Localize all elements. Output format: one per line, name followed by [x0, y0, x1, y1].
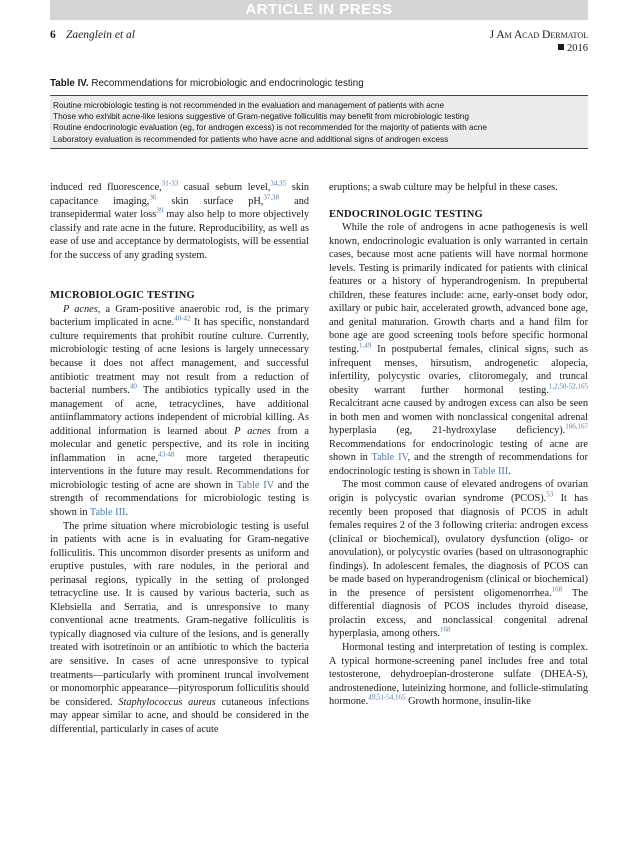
table-label: Table IV.: [50, 78, 89, 89]
page-number: 6: [50, 29, 56, 41]
text-run: In postpubertal females, clinical signs, such as infrequent menses, hirsutism, androgenetic alopecia, infertility, polycystic ovaries, clitoromegaly, and truncal obesity warrant further hormonal testing.: [329, 343, 588, 396]
table-row: Routine microbiologic testing is not recommended in the evaluation and management of patients with acne: [53, 100, 445, 110]
right-column: [329, 181, 588, 709]
text-run: The antibiotics typically used in the management of acne, tetracyclines, have additional antiinflammatory actions independent of microbial killing. As additional information is learned about: [50, 385, 309, 437]
citation-ref[interactable]: 34,35: [270, 179, 287, 188]
text-run: more targeted therapeutic interventions in the future may result. Recommendations for microbiologic testing of acne are shown in: [50, 452, 309, 491]
citation-ref[interactable]: 37,38: [263, 193, 280, 202]
running-header: [50, 27, 588, 55]
section-heading-microbiologic: MICROBIOLOGIC TESTING: [50, 290, 195, 302]
table-iv: [50, 78, 588, 149]
text-run: cutaneous infections may appear similar to acne, and should be considered in the differential, particularly in cases of acute: [50, 696, 309, 735]
text-run: The prime situation where microbiologic testing is useful in patients with acne is in evaluating for Gram-negative folliculitis. This uncommon disorder presents as uniform and eruptive pustules, with rare nodules, in the perioral and perinasal regions, typically in the setting of prolonged tetracycline use. It is caused by various bacteria, such as Klebsiella and Serratia, and is unresponsive to many conventional acne treatments. Gram-negative folliculitis is typically diagnosed via culture of the lesions, and is generally treated with isotretinoin or an antibiotic to which the bacteria are sensitive. In cases of acne unresponsive to typical treatments—particularly with prominent truncal involvement or monomorphic appearance—pityrosporum folliculitis should be considered.: [50, 520, 309, 708]
table-iv-link[interactable]: Table IV: [371, 452, 408, 464]
paragraph-microbiologic-2: [50, 520, 309, 737]
paragraph-microbiologic-1: [50, 303, 309, 520]
text-run: It has recently been proposed that diagnosis of PCOS in adult females requires 2 of the 3 following criteria: androgen excess (clinical or biochemical), ovulatory dysfunction (oligo- or anovulation), or polycystic ovaries (based on ultrasonographic findings). In adolescent females, the diagnosis of PCOS can be made based on hyperandrogenism (clinical or biochemical) in the presence of persistent oligomenorrhea.: [329, 492, 588, 599]
text-run: and transepidermal water loss: [50, 195, 309, 221]
text-run: induced red fluorescence,: [50, 182, 162, 193]
left-column: [50, 181, 309, 736]
article-in-press-banner: ARTICLE IN PRESS: [50, 0, 588, 20]
table-row: Those who exhibit acne-like lesions suggestive of Gram-negative folliculitis may benefit from microbiologic testing: [53, 111, 469, 122]
text-run: casual sebum level,: [178, 182, 271, 193]
text-run: Recommendations for endocrinologic testing of acne are shown in: [329, 438, 588, 464]
text-run: P acnes: [63, 303, 98, 315]
table-iv-link[interactable]: Table IV: [236, 479, 274, 491]
paragraph-endocrinologic-2: [329, 478, 588, 641]
section-heading-endocrinologic: ENDOCRINOLOGIC TESTING: [329, 208, 483, 220]
text-run: The differential diagnosis of PCOS includes thyroid disease, prolactin excess, and nonclassical congenital adrenal hyperplasia, among others.: [329, 587, 588, 640]
citation-ref[interactable]: 39: [156, 206, 164, 215]
citation-ref[interactable]: 31-33: [161, 179, 179, 188]
paragraph-endocrinologic-1: [329, 221, 588, 478]
table-iii-link[interactable]: Table III: [89, 506, 126, 518]
journal-year-line: [558, 43, 588, 54]
table-row: Routine endocrinologic evaluation (eg, for androgen excess) is not recommended for the majority of patients with acne: [53, 122, 487, 133]
citation-ref[interactable]: 166,167: [565, 422, 588, 431]
journal-year: 2016: [567, 43, 588, 54]
text-run: Hormonal testing and interpretation of testing is complex. A typical hormone-screening panel includes free and total testosterone, dehydroepian-drosterone sulfate (DHEA-S), androstenedione, luteinizing hormone, and follicle-stimulating hormone.: [329, 642, 588, 708]
text-run: .: [508, 465, 511, 477]
citation-ref[interactable]: 40-42: [174, 314, 191, 323]
citation-ref[interactable]: 36: [149, 193, 157, 202]
table-iii-link[interactable]: Table III: [472, 465, 509, 477]
table-title: [50, 78, 588, 89]
paragraph-endocrinologic-3: [329, 641, 588, 709]
text-run: Staphylococcus aureus: [118, 696, 216, 708]
text-run: Recalcitrant acne caused by androgen excess can also be seen in both men and women with nonclassical congenital adrenal hyperplasia (eg, 21-hydroxylase deficiency).: [329, 398, 588, 437]
table-caption: Recommendations for microbiologic and endocrinologic testing: [91, 78, 364, 89]
text-run: The most common cause of elevated androgens of ovarian origin is polycystic ovarian syndrome (PCOS).: [329, 479, 588, 504]
citation-ref[interactable]: 168: [439, 626, 451, 635]
text-run: and the strength of recommendations for microbiologic testing is shown in: [50, 479, 309, 518]
text-run: .: [125, 506, 129, 518]
text-run: , a Gram-positive anaerobic rod, is the primary bacterium implicated in acne.: [50, 303, 309, 329]
text-run: skin surface pH,: [156, 195, 264, 207]
spacer: [329, 195, 588, 208]
spacer: [50, 262, 309, 289]
citation-ref[interactable]: 53: [546, 490, 554, 499]
text-run: may also help to more objectively classify and rate acne in the future. Reproducibility, as well as ease of use and acceptance by dermatologists, will be essential for the success of any grading system.: [50, 209, 309, 261]
paragraph-swab-continued: eruptions; a swab culture may be helpful in these cases.: [329, 182, 558, 193]
text-run: It has specific, nonstandard culture requirements that prohibit routine culture. Currently, microbiologic testing of acne lesions is largely unnecessary because it does not affect management, and successful antibiotic treatment may not result from a reduction of bacterial numbers.: [50, 317, 310, 397]
citation-ref[interactable]: 1,2,50-52,165: [548, 382, 588, 391]
text-run: skin capacitance imaging,: [50, 182, 309, 207]
citation-ref[interactable]: 43-48: [158, 450, 175, 459]
citation-ref[interactable]: 40: [129, 382, 137, 391]
text-run: from a molecular and genetic perspective, and its role in inciting inflammation in acne,: [50, 425, 309, 464]
text-run: , and the strength of recommendations for endocrinologic testing is shown in: [329, 452, 588, 477]
running-authors: Zaenglein et al: [66, 29, 135, 41]
paragraph-grading-continued: [50, 181, 309, 262]
table-body: [50, 95, 588, 149]
text-run: Growth hormone, insulin-like: [405, 696, 531, 708]
table-row: Laboratory evaluation is recommended for patients who have acne and additional signs of androgen excess: [53, 133, 449, 144]
text-run: While the role of androgens in acne pathogenesis is well known, endocrinologic evaluation is only warranted in certain cases, because most acne patients will have normal hormone levels. Testing is primarily indicated for patients with clinical features or a history of hyperandrogenism. In prepubertal children, these features include: acne, early-onset body odor, axillary or pubic hair, accelerated growth, advanced bone age, and genital maturation. Growth charts and a hand film for bone age are good screening tools before specific hormonal testing.: [329, 222, 588, 355]
citation-ref[interactable]: 168: [551, 585, 563, 594]
text-run: P acnes: [234, 425, 271, 437]
journal-name: J Am Acad Dermatol: [489, 29, 588, 41]
citation-ref[interactable]: 49,51-54,165: [368, 693, 406, 702]
square-bullet-icon: [558, 44, 564, 50]
citation-ref[interactable]: 1,49: [359, 341, 372, 350]
